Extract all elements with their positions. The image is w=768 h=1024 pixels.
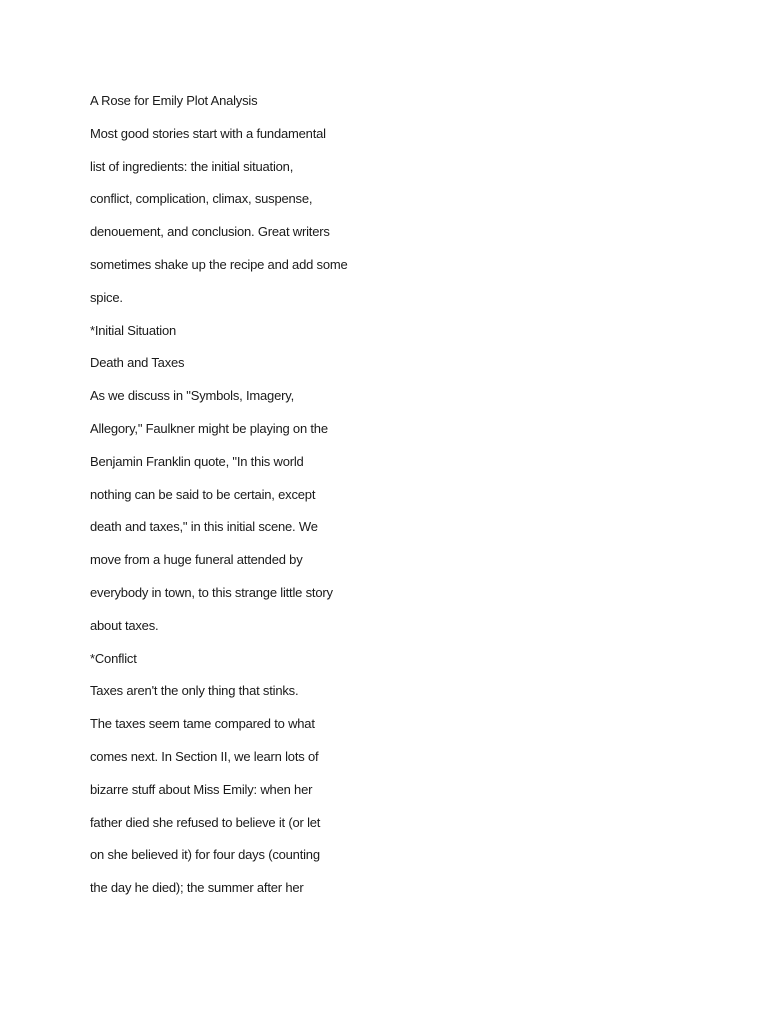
document-title: A Rose for Emily Plot Analysis — [90, 93, 258, 108]
text-line: Benjamin Franklin quote, "In this world — [90, 453, 304, 469]
text-line: spice. — [90, 289, 123, 305]
text-line: The taxes seem tame compared to what — [90, 716, 315, 732]
text-line: about taxes. — [90, 617, 159, 633]
text-line: Most good stories start with a fundamental — [90, 125, 326, 141]
text-line: bizarre stuff about Miss Emily: when her — [90, 781, 313, 797]
text-line: denouement, and conclusion. Great writers — [90, 224, 330, 240]
text-line: comes next. In Section II, we learn lots of — [90, 748, 319, 764]
text-line: conflict, complication, climax, suspense, — [90, 191, 313, 207]
text-line: Allegory," Faulkner might be playing on the — [90, 420, 328, 436]
subheading-death-and-taxes: Death and Taxes — [90, 355, 185, 371]
text-line: As we discuss in "Symbols, Imagery, — [90, 388, 294, 404]
text-line: father died she refused to believe it (or let — [90, 814, 321, 830]
section-heading-conflict: *Conflict — [90, 650, 137, 666]
text-line: sometimes shake up the recipe and add some — [90, 256, 348, 272]
document-page — [90, 89, 710, 909]
text-line: the day he died); the summer after her — [90, 880, 304, 896]
text-line: move from a huge funeral attended by — [90, 552, 303, 568]
text-line: Taxes aren't the only thing that stinks. — [90, 683, 299, 699]
text-line: everybody in town, to this strange little story — [90, 584, 333, 600]
text-line: death and taxes," in this initial scene. We — [90, 519, 318, 535]
section-heading-initial-situation: *Initial Situation — [90, 322, 177, 338]
text-line: on she believed it) for four days (counting — [90, 847, 320, 863]
text-line: list of ingredients: the initial situation, — [90, 158, 294, 174]
text-line: nothing can be said to be certain, except — [90, 486, 316, 502]
